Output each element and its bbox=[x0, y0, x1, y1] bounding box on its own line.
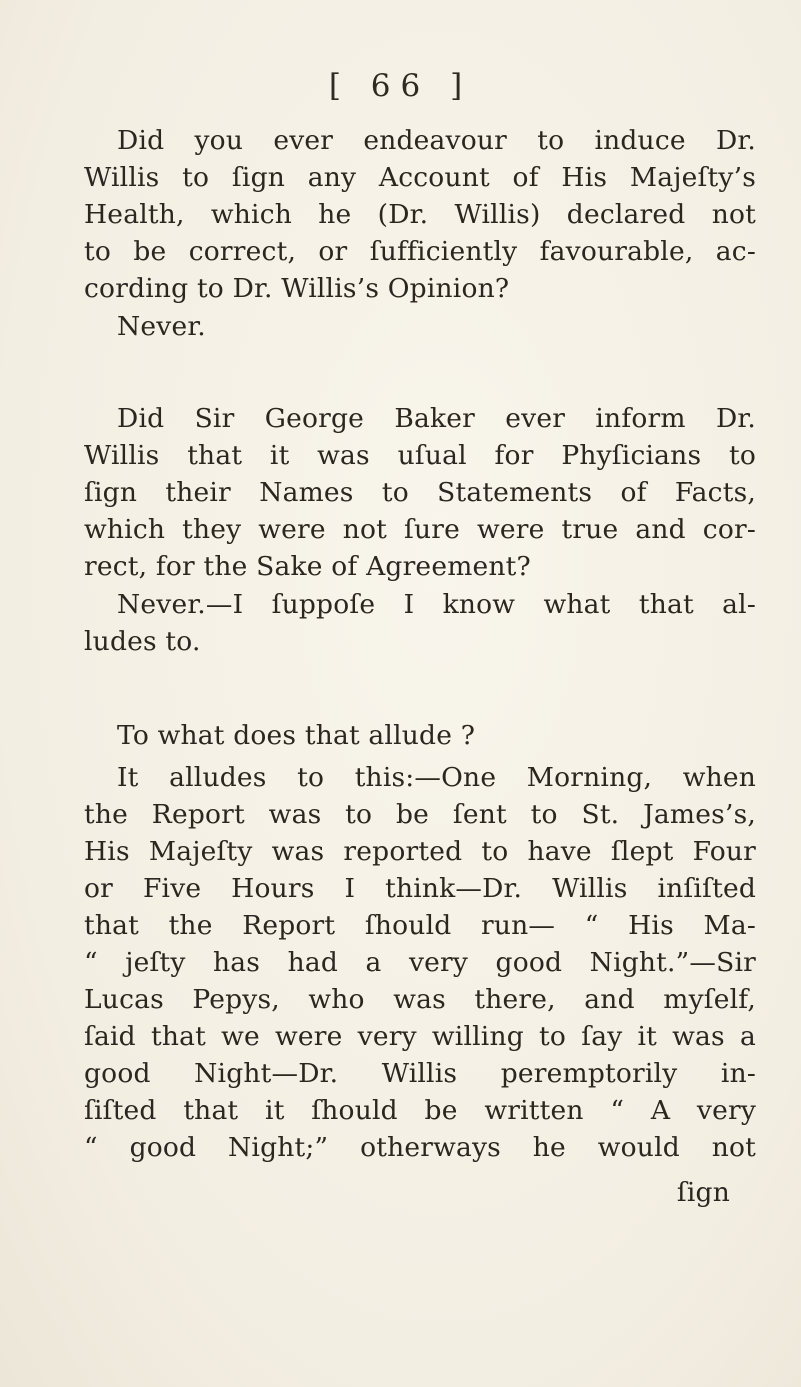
text-line: Never.—I ſuppoſe I know what that al- bbox=[117, 589, 756, 620]
text-line: Never. bbox=[117, 311, 206, 342]
text-line: cording to Dr. Willis’s Opinion? bbox=[84, 273, 510, 304]
text-line: Willis to ſign any Account of His Majeſty’s bbox=[84, 162, 756, 193]
catchword bbox=[84, 1174, 756, 1211]
text-line: which they were not ſure were true and cor- bbox=[84, 514, 756, 545]
answer-3 bbox=[84, 759, 756, 1166]
text-line: good Night—Dr. Willis peremptorily in- bbox=[84, 1058, 756, 1089]
text-line: “ good Night;” otherways he would not bbox=[84, 1132, 756, 1163]
text-line: His Majeſty was reported to have ſlept Four bbox=[84, 836, 756, 867]
text-line: ſign their Names to Statements of Facts, bbox=[84, 477, 756, 508]
text-line: Lucas Pepys, who was there, and myſelf, bbox=[84, 984, 756, 1015]
text-line: to be correct, or ſufficiently favourable, ac- bbox=[84, 236, 756, 267]
catchword-text: ſign bbox=[676, 1177, 730, 1208]
text-line: Willis that it was uſual for Phyſicians to bbox=[84, 440, 756, 471]
text-line: To what does that allude ? bbox=[117, 720, 476, 751]
text-line: that the Report ſhould run— “ His Ma- bbox=[84, 910, 756, 941]
text-line: It alludes to this:—One Morning, when bbox=[117, 762, 756, 793]
text-line: ludes to. bbox=[84, 626, 201, 657]
page-number-header: [ 66 ] bbox=[328, 68, 473, 104]
question-1 bbox=[84, 122, 756, 307]
text-line: or Five Hours I think—Dr. Willis inſiſted bbox=[84, 873, 756, 904]
text-line: Did you ever endeavour to induce Dr. bbox=[117, 125, 756, 156]
text-line: ſiſted that it ſhould be written “ A very bbox=[84, 1095, 756, 1126]
text-line: “ jeſty has had a very good Night.”—Sir bbox=[84, 947, 756, 978]
answer-1 bbox=[84, 308, 756, 345]
text-line: ſaid that we were very willing to ſay it was a bbox=[84, 1021, 756, 1052]
question-3 bbox=[84, 717, 756, 754]
question-2 bbox=[84, 400, 756, 585]
answer-2 bbox=[84, 586, 756, 660]
text-line: Did Sir George Baker ever inform Dr. bbox=[117, 403, 756, 434]
text-line: rect, for the Sake of Agreement? bbox=[84, 551, 531, 582]
text-line: Health, which he (Dr. Willis) declared not bbox=[84, 199, 756, 230]
text-line: the Report was to be ſent to St. James’s, bbox=[84, 799, 756, 830]
